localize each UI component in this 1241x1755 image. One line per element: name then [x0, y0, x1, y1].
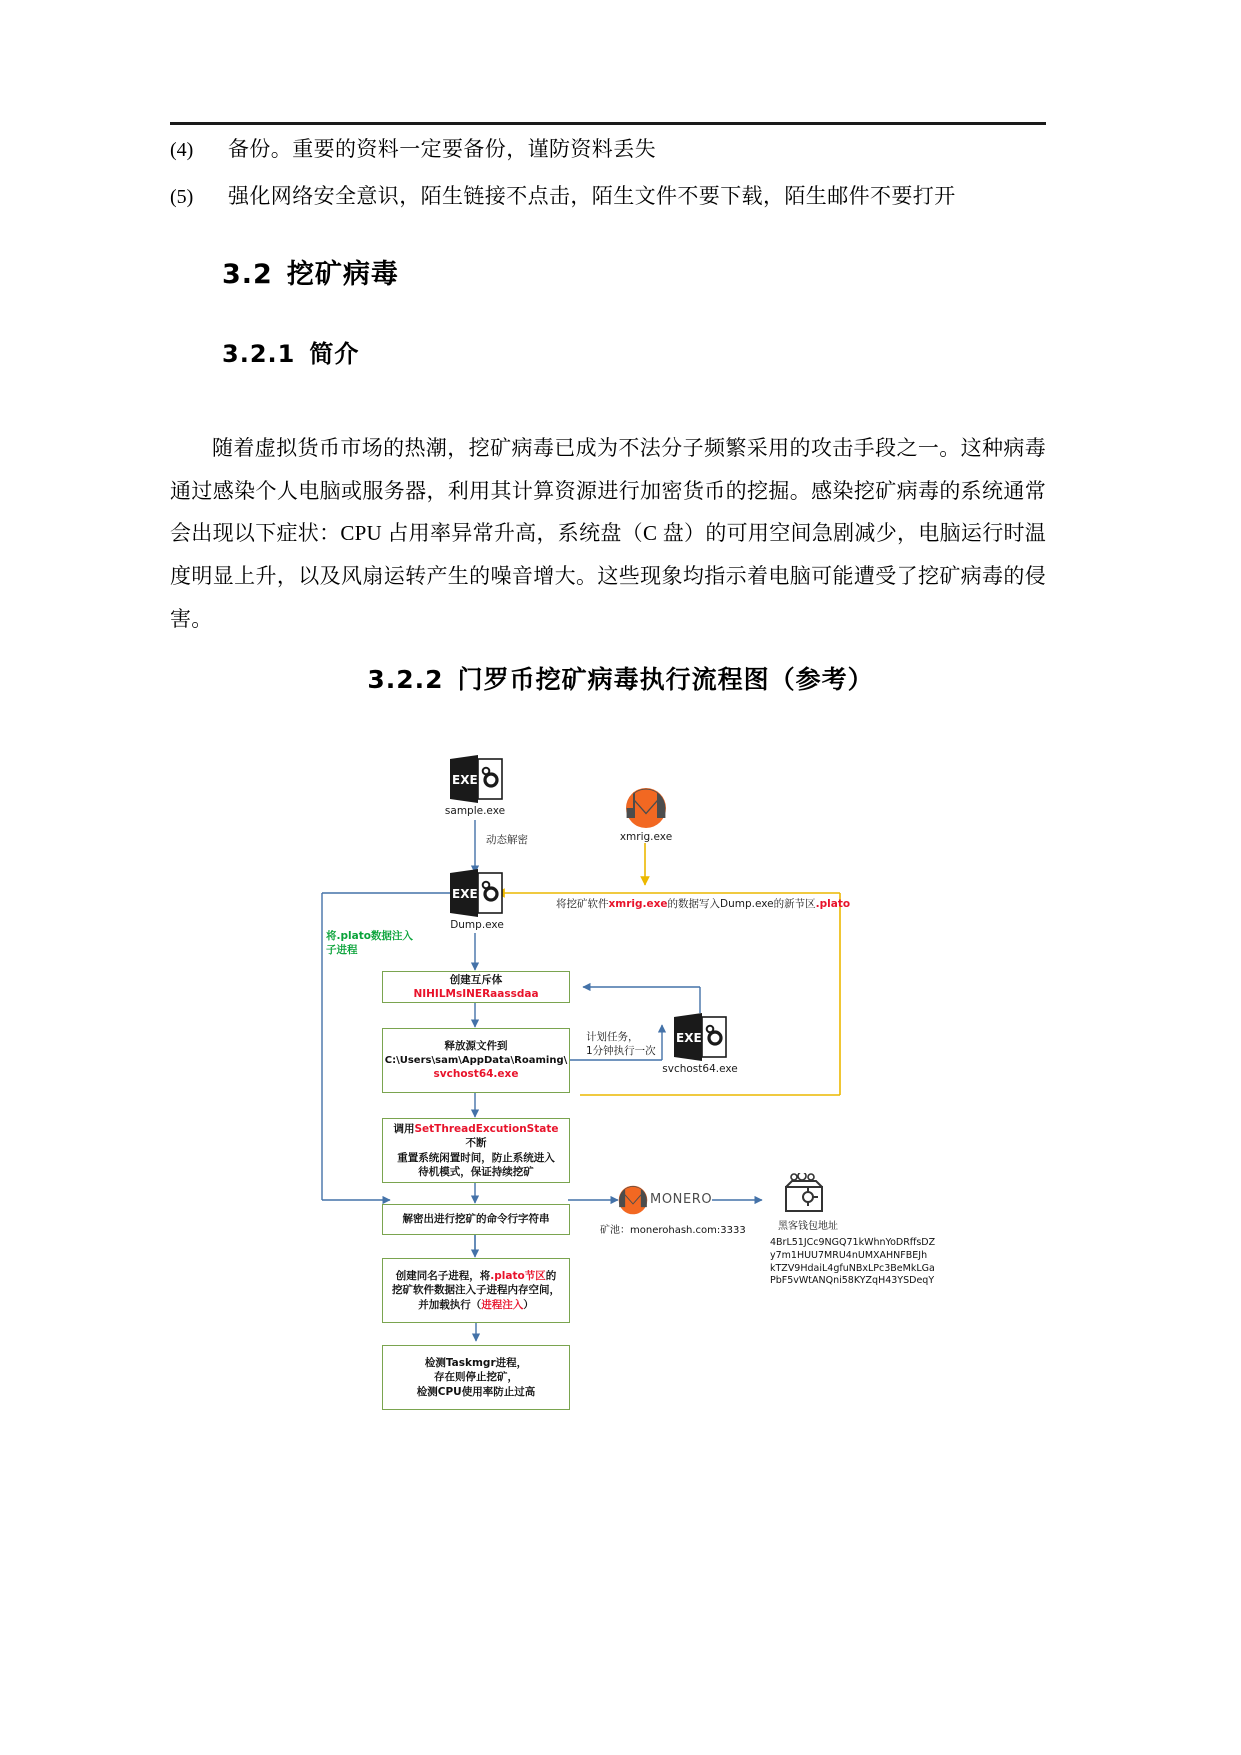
- childproc-section: .plato节区: [490, 1269, 546, 1282]
- scheduled-task-line1: 计划任务，: [586, 1031, 639, 1043]
- list-item: [170, 180, 1050, 213]
- sample-exe-label: sample.exe: [444, 805, 506, 817]
- svchost64-label: svchost64.exe: [662, 1063, 738, 1075]
- xmrig-exe-label: xmrig.exe: [619, 831, 673, 843]
- childproc-l3-post: ）: [523, 1298, 534, 1311]
- childproc-pre: 创建同名子进程，将: [395, 1269, 491, 1282]
- svchost64-exe-icon: [672, 1013, 728, 1063]
- exe-file-icon: [448, 755, 504, 805]
- yellow-text-plato: .plato: [815, 898, 851, 910]
- edge-label-inject-plato: [326, 929, 413, 957]
- numbered-list: [170, 133, 1050, 227]
- childproc-line2: 挖矿软件数据注入子进程内存空间，: [392, 1284, 560, 1297]
- setthread-api: SetThreadExcutionState: [414, 1122, 559, 1135]
- mutex-prefix: 创建互斥体: [449, 973, 503, 986]
- svg-text:EXE: EXE: [452, 773, 478, 787]
- monero-pool-icon: [618, 1185, 648, 1215]
- monero-xmrig-icon: [625, 787, 667, 829]
- yellow-text-pre: 将挖矿软件: [556, 898, 609, 910]
- childproc-post: 的: [545, 1269, 557, 1282]
- node-create-mutex: [382, 971, 570, 1003]
- heading-3-2-1-number: 3.2.1: [222, 340, 296, 368]
- hacker-wallet-icon: [778, 1173, 834, 1215]
- node-setthreadexecutionstate: [382, 1118, 570, 1183]
- list-item-number: (5): [170, 186, 194, 208]
- mining-pool-label: 矿池：monerohash.com:3333: [600, 1225, 746, 1236]
- monero-wordmark: MONERO: [650, 1192, 713, 1207]
- wallet-line-2: y7m1HUU7MRU4nUMXAHNFBEJh: [770, 1249, 928, 1261]
- svg-text:EXE: EXE: [676, 1031, 702, 1045]
- header-divider: [170, 122, 1046, 125]
- taskmgr-line3: 检测CPU使用率防止过高: [416, 1385, 536, 1398]
- list-item-number: (4): [170, 139, 194, 161]
- wallet-line-4: PbF5vWtANQni58KYZqH43YSDeqY: [770, 1275, 935, 1287]
- edge-label-scheduled-task: [586, 1030, 656, 1058]
- wallet-line-3: kTZV9HdaiL4gfuNBxLPc3BeMkLGa: [770, 1262, 935, 1274]
- inject-plato-line1: 将.plato数据注入: [326, 930, 413, 942]
- drop-path: C:\Users\sam\AppData\Roaming\: [384, 1054, 568, 1066]
- heading-3-2-number: 3.2: [222, 259, 273, 290]
- wallet-line-1: 4BrL51JCc9NGQ71kWhnYoDRffsDZ: [770, 1237, 936, 1248]
- heading-3-2-2: [0, 660, 1241, 696]
- yellow-text-xmrig: xmrig.exe: [608, 898, 668, 910]
- edge-label-write-xmrig: [556, 897, 850, 911]
- hacker-wallet-address: [770, 1237, 936, 1288]
- heading-3-2: [222, 252, 399, 291]
- node-taskmgr-detection: [382, 1345, 570, 1410]
- setthread-post: 不断: [465, 1137, 487, 1150]
- inject-plato-line2: 子进程: [326, 944, 358, 957]
- list-item-text: 强化网络安全意识，陌生链接不点击，陌生文件不要下载，陌生邮件不要打开: [228, 184, 956, 208]
- mutex-name: NIHILMsINERaassdaa: [413, 988, 539, 1000]
- heading-3-2-text: 挖矿病毒: [286, 259, 399, 290]
- scheduled-task-line2: 1分钟执行一次: [586, 1045, 656, 1058]
- intro-paragraph: 随着虚拟货币市场的热潮，挖矿病毒已成为不法分子频繁采用的攻击手段之一。这种病毒通过感染个人电脑或服务器，利用其计算资源进行加密货币的挖掘。感染挖矿病毒的系统通常会出现以下症状：CPU 占用率异常升高，系统盘（C 盘）的可用空间急剧减少，电脑运行时温度明显上升，以及风扇运转产生的噪音增大。这些现象均指示着电脑可能遭受了挖矿病毒的侵害。: [170, 436, 1046, 631]
- heading-3-2-1-text: 简介: [309, 340, 360, 368]
- taskmgr-line1: 检测Taskmgr进程，: [424, 1356, 528, 1369]
- yellow-text-mid: 的数据写入Dump.exe的新节区: [667, 898, 816, 910]
- hacker-wallet-title: 黑客钱包地址: [778, 1221, 838, 1232]
- setthread-line3: 待机模式，保证持续挖矿: [418, 1165, 534, 1178]
- list-item: [170, 133, 1050, 166]
- dump-exe-label: Dump.exe: [450, 919, 504, 931]
- drop-line1: 释放源文件到: [444, 1040, 508, 1053]
- edge-label-decrypt: 动态解密: [486, 834, 528, 846]
- taskmgr-line2: 存在则停止挖矿，: [434, 1371, 518, 1384]
- malware-flowchart: [300, 745, 940, 1398]
- heading-3-2-1: [222, 334, 359, 369]
- heading-3-2-2-number: 3.2.2: [367, 665, 444, 694]
- setthread-line2: 重置系统闲置时间，防止系统进入: [397, 1151, 555, 1164]
- heading-3-2-2-text: 门罗币挖矿病毒执行流程图（参考）: [457, 665, 874, 694]
- childproc-l3-red: 进程注入: [481, 1298, 524, 1311]
- node-child-process-injection: [382, 1258, 570, 1323]
- list-item-text: 备份。重要的资料一定要备份，谨防资料丢失: [228, 137, 656, 161]
- setthread-pre: 调用: [393, 1122, 415, 1135]
- decrypt-cmd-text: 解密出进行挖矿的命令行字符串: [402, 1213, 550, 1226]
- dump-exe-icon: [448, 869, 504, 919]
- childproc-l3-pre: 并加载执行（: [418, 1298, 482, 1311]
- node-drop-source-file: [382, 1028, 570, 1093]
- drop-filename: svchost64.exe: [433, 1068, 519, 1081]
- node-decrypt-commandline: [382, 1204, 570, 1235]
- svg-text:EXE: EXE: [452, 887, 478, 901]
